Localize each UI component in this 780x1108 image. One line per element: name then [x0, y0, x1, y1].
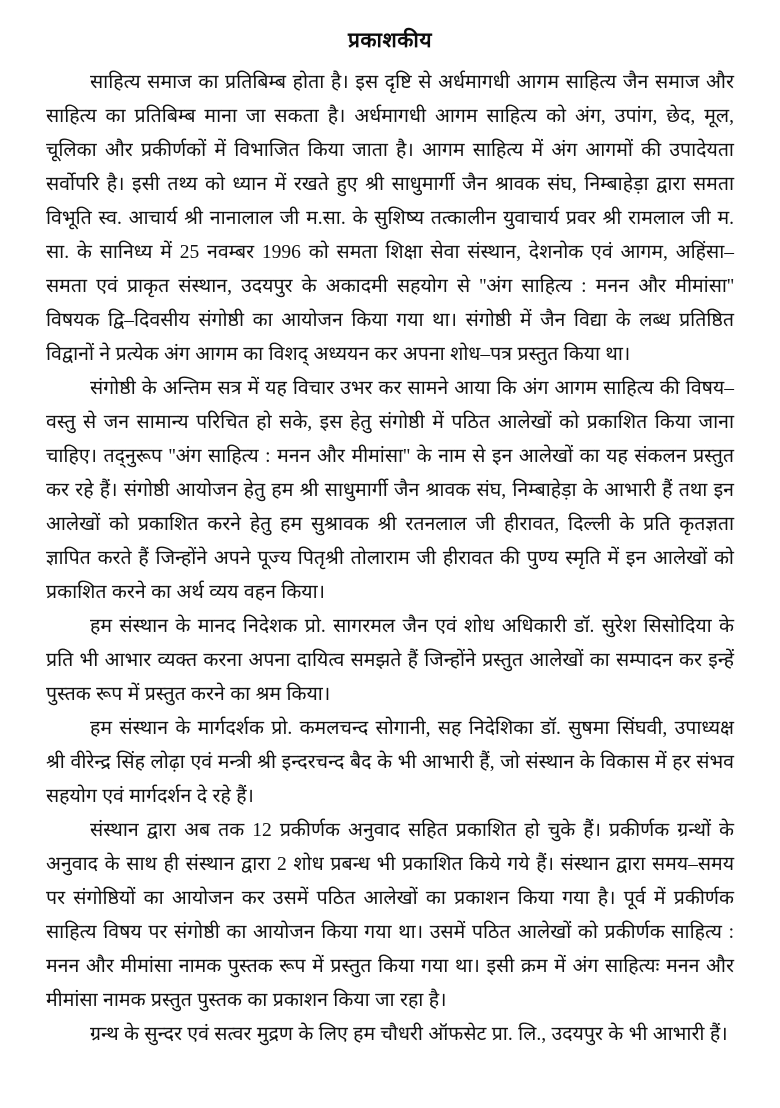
document-body [46, 66, 734, 1052]
paragraph-4: हम संस्थान के मार्गदर्शक प्रो. कमलचन्द सोगानी, सह निदेशिका डॉ. सुषमा सिंघवी, उपाध्यक्ष श्री वीरेन्द्र सिंह लोढ़ा एवं मन्त्री श्री इन्दरचन्द बैद के भी आभारी हैं, जो संस्थान के विकास में हर संभव सहयोग एवं मार्गदर्शन दे रहे हैं। [46, 718, 734, 807]
paragraph-5: संस्थान द्वारा अब तक 12 प्रकीर्णक अनुवाद सहित प्रकाशित हो चुके हैं। प्रकीर्णक ग्रन्थों के अनुवाद के साथ ही संस्थान द्वारा 2 शोध प्रबन्ध भी प्रकाशित किये गये हैं। संस्थान द्वारा समय–समय पर संगोष्ठियों का आयोजन कर उसमें पठित आलेखों का प्रकाशन किया गया है। पूर्व में प्रकीर्णक साहित्य विषय पर संगोष्ठी का आयोजन किया गया था। उसमें पठित आलेखों को प्रकीर्णक साहित्य : मनन और मीमांसा नामक पुस्तक रूप में प्रस्तुत किया गया था। इसी क्रम में अंग साहित्यः मनन और मीमांसा नामक प्रस्तुत पुस्तक का प्रकाशन किया जा रहा है। [46, 820, 734, 1011]
paragraph-1: साहित्य समाज का प्रतिबिम्ब होता है। इस दृष्टि से अर्धमागधी आगम साहित्य जैन समाज और साहित्य का प्रतिबिम्ब माना जा सकता है। अर्धमागधी आगम साहित्य को अंग, उपांग, छेद, मूल, चूलिका और प्रकीर्णकों में विभाजित किया जाता है। आगम साहित्य में अंग आगमों की उपादेयता सर्वोपरि है। इसी तथ्य को ध्यान में रखते हुए श्री साधुमार्गी जैन श्रावक संघ, निम्बाहेड़ा द्वारा समता विभूति स्व. आचार्य श्री नानालाल जी म.सा. के सुशिष्य तत्कालीन युवाचार्य प्रवर श्री रामलाल जी म. सा. के सानिध्य में 25 नवम्बर 1996 को समता शिक्षा सेवा संस्थान, देशनोक एवं आगम, अहिंसा–समता एवं प्राकृत संस्थान, उदयपुर के अकादमी सहयोग से ''अंग साहित्य : मनन और मीमांसा'' विषयक द्वि–दिवसीय संगोष्ठी का आयोजन किया गया था। संगोष्ठी में जैन विद्या के लब्ध प्रतिष्ठित विद्वानों ने प्रत्येक अंग आगम का विशद् अध्ययन कर अपना शोध–पत्र प्रस्तुत किया था। [46, 72, 734, 365]
paragraph-2: संगोष्ठी के अन्तिम सत्र में यह विचार उभर कर सामने आया कि अंग आगम साहित्य की विषय–वस्तु से जन सामान्य परिचित हो सके, इस हेतु संगोष्ठी में पठित आलेखों को प्रकाशित किया जाना चाहिए। तद्नुरूप ''अंग साहित्य : मनन और मीमांसा'' के नाम से इन आलेखों का यह संकलन प्रस्तुत कर रहे हैं। संगोष्ठी आयोजन हेतु हम श्री साधुमार्गी जैन श्रावक संघ, निम्बाहेड़ा के आभारी हैं तथा इन आलेखों को प्रकाशित करने हेतु हम सुश्रावक श्री रतनलाल जी हीरावत, दिल्ली के प्रति कृतज्ञता ज्ञापित करते हैं जिन्होंने अपने पूज्य पितृश्री तोलाराम जी हीरावत की पुण्य स्मृति में इन आलेखों को प्रकाशित करने का अर्थ व्यय वहन किया। [46, 378, 734, 603]
page-title: प्रकाशकीय [347, 28, 433, 52]
paragraph-6: ग्रन्थ के सुन्दर एवं सत्वर मुद्रण के लिए हम चौधरी ऑफसेट प्रा. लि., उदयपुर के भी आभारी हैं। [90, 1024, 728, 1045]
paragraph-3: हम संस्थान के मानद निदेशक प्रो. सागरमल जैन एवं शोध अधिकारी डॉ. सुरेश सिसोदिया के प्रति भी आभार व्यक्त करना अपना दायित्व समझते हैं जिन्होंने प्रस्तुत आलेखों का सम्पादन कर इन्हें पुस्तक रूप में प्रस्तुत करने का श्रम किया। [46, 616, 734, 705]
